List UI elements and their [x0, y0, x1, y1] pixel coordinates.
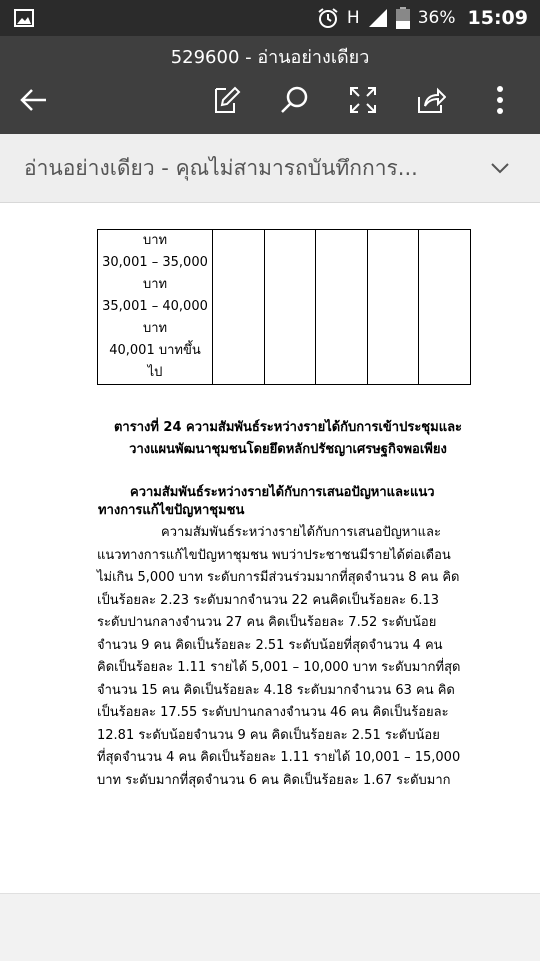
- more-vert-icon: [495, 85, 505, 115]
- gallery-icon: [14, 9, 34, 27]
- paragraph-line: คิดเป็นร้อยละ 1.11 รายได้ 5,001 – 10,000 บาท ระดับมากที่สุด: [97, 660, 461, 675]
- back-button[interactable]: [14, 80, 54, 120]
- table-cell-empty: [419, 230, 471, 385]
- table-row: [98, 230, 471, 385]
- table-cell-empty: [213, 230, 265, 385]
- table-caption-line: ตารางที่ 24 ความสัมพันธ์ระหว่างรายได้กับการเข้าประชุมและ: [113, 420, 463, 435]
- table-cell-line: บาท: [142, 321, 168, 336]
- paragraph-line: ไม่เกิน 5,000 บาท ระดับการมีส่วนร่วมมากที่สุดจำนวน 8 คน คิด: [97, 570, 460, 585]
- back-arrow-icon: [19, 85, 49, 115]
- document-page[interactable]: [0, 203, 540, 893]
- section-heading-line: ความสัมพันธ์ระหว่างรายได้กับการเสนอปัญหาและแนว: [130, 485, 435, 500]
- paragraph-line: บาท ระดับมากที่สุดจำนวน 6 คน คิดเป็นร้อยละ 1.67 ระดับมาก: [97, 772, 451, 788]
- search-button[interactable]: [274, 80, 314, 120]
- chevron-down-icon[interactable]: [488, 156, 512, 180]
- share-button[interactable]: [411, 80, 451, 120]
- signal-icon: [368, 8, 388, 28]
- share-icon: [416, 85, 446, 115]
- body-paragraph: [97, 522, 477, 792]
- fullscreen-button[interactable]: [343, 80, 383, 120]
- read-only-banner-text: อ่านอย่างเดียว - คุณไม่สามารถบันทึกการ...: [24, 156, 418, 180]
- app-bar: [0, 36, 540, 134]
- table-cell-empty: [367, 230, 419, 385]
- table-cell-line: ไป: [147, 365, 163, 380]
- income-table: [97, 229, 471, 385]
- document-title: 529600 - อ่านอย่างเดียว: [170, 47, 370, 68]
- edit-pencil-icon: [212, 85, 242, 115]
- table-cell-line: 35,001 – 40,000: [102, 299, 208, 314]
- table-cell-line: 40,001 บาทขึ้น: [109, 343, 201, 358]
- status-right: [317, 0, 528, 36]
- read-only-banner[interactable]: [0, 134, 540, 203]
- battery-icon: [396, 7, 410, 29]
- status-bar: [0, 0, 540, 36]
- paragraph-line: ระดับปานกลางจำนวน 27 คน คิดเป็นร้อยละ 7.52 ระดับน้อย: [97, 615, 437, 630]
- edit-button[interactable]: [207, 80, 247, 120]
- paragraph-line: 12.81 ระดับน้อยจำนวน 9 คน คิดเป็นร้อยละ 2.51 ระดับน้อย: [97, 727, 440, 743]
- paragraph-line: จำนวน 15 คน คิดเป็นร้อยละ 4.18 ระดับมากจำนวน 63 คน คิด: [97, 682, 455, 698]
- paragraph-line: ความสัมพันธ์ระหว่างรายได้กับการเสนอปัญหาและ: [161, 525, 441, 540]
- network-type: H: [346, 8, 360, 28]
- clock: 15:09: [467, 7, 528, 29]
- table-cell-line: บาท: [142, 233, 168, 248]
- table-cell-line: 30,001 – 35,000: [102, 255, 208, 270]
- table-caption: [98, 417, 478, 461]
- table-cell-line: บาท: [142, 277, 168, 292]
- search-icon: [279, 85, 309, 115]
- section-heading: [98, 484, 478, 520]
- table-cell-empty: [264, 230, 316, 385]
- paragraph-line: เป็นร้อยละ 2.23 ระดับมากจำนวน 22 คนคิดเป็นร้อยละ 6.13: [97, 592, 440, 608]
- paragraph-line: ที่สุดจำนวน 4 คน คิดเป็นร้อยละ 1.11 รายได้ 10,001 – 15,000: [97, 750, 461, 765]
- more-options-button[interactable]: [480, 80, 520, 120]
- paragraph-line: แนวทางการแก้ไขปัญหาชุมชน พบว่าประชาชนมีรายได้ต่อเดือน: [97, 547, 451, 563]
- battery-percent: 36%: [417, 8, 456, 28]
- paragraph-line: จำนวน 9 คน คิดเป็นร้อยละ 2.51 ระดับน้อยที่สุดจำนวน 4 คน: [97, 637, 443, 653]
- table-caption-line: วางแผนพัฒนาชุมชนโดยยึดหลักปรัชญาเศรษฐกิจพอเพียง: [129, 442, 447, 457]
- page-gap: [0, 893, 540, 961]
- paragraph-line: เป็นร้อยละ 17.55 ระดับปานกลางจำนวน 46 คน คิดเป็นร้อยละ: [97, 705, 449, 720]
- fullscreen-icon: [349, 86, 377, 114]
- section-heading-line: ทางการแก้ไขปัญหาชุมชน: [98, 503, 245, 518]
- table-cell-empty: [316, 230, 368, 385]
- alarm-icon: [317, 7, 339, 29]
- table-cell-income-label: [98, 230, 213, 385]
